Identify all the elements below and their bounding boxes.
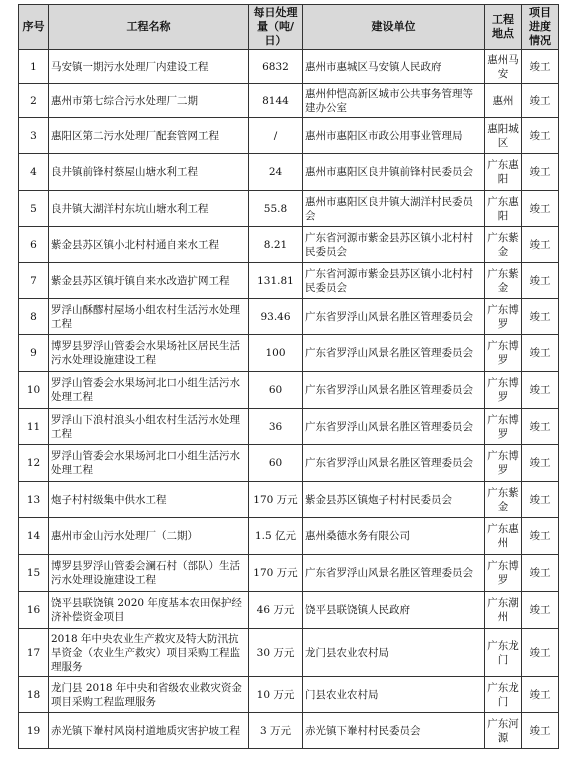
- cell-status: 竣工: [522, 713, 559, 749]
- cell-unit: 广东省罗浮山风景名胜区管理委员会: [303, 555, 485, 592]
- cell-unit: 广东省罗浮山风景名胜区管理委员会: [303, 372, 485, 409]
- cell-name: 罗浮山下浪村浪头小组农村生活污水处理工程: [49, 409, 249, 445]
- cell-volume: 60: [249, 372, 303, 409]
- cell-unit: 门县农业农村局: [303, 677, 485, 713]
- cell-name: 惠州市金山污水处理厂（二期）: [49, 518, 249, 555]
- cell-location: 广东紫金: [485, 227, 522, 263]
- cell-unit: 饶平县联饶镇人民政府: [303, 592, 485, 629]
- cell-volume: 46 万元: [249, 592, 303, 629]
- cell-unit: 惠州市惠阳区良井镇大湖洋村民委员会: [303, 191, 485, 227]
- cell-status: 竣工: [522, 555, 559, 592]
- cell-no: 17: [19, 629, 49, 677]
- cell-status: 竣工: [522, 299, 559, 335]
- cell-status: 竣工: [522, 677, 559, 713]
- table-row: [19, 50, 559, 84]
- cell-volume: 24: [249, 154, 303, 191]
- cell-name: 龙门县 2018 年中央和省级农业救灾资金项目采购工程监理服务: [49, 677, 249, 713]
- cell-status: 竣工: [522, 263, 559, 299]
- cell-location: 广东潮州: [485, 592, 522, 629]
- cell-location: 广东博罗: [485, 445, 522, 482]
- cell-unit: 龙门县农业农村局: [303, 629, 485, 677]
- cell-no: 9: [19, 335, 49, 372]
- cell-name: 马安镇一期污水处理厂内建设工程: [49, 50, 249, 84]
- cell-name: 罗浮山管委会水果场河北口小组生活污水处理工程: [49, 372, 249, 409]
- table-row: [19, 482, 559, 518]
- table-row: [19, 154, 559, 191]
- cell-name: 紫金县苏区镇小北村村通自来水工程: [49, 227, 249, 263]
- cell-unit: 惠州市惠阳区良井镇前锋村民委员会: [303, 154, 485, 191]
- cell-volume: 60: [249, 445, 303, 482]
- cell-location: 广东龙门: [485, 629, 522, 677]
- table-row: [19, 372, 559, 409]
- cell-name: 赤光镇下輋村风岗村道地质灾害护坡工程: [49, 713, 249, 749]
- cell-location: 广东惠阳: [485, 154, 522, 191]
- cell-location: 广东博罗: [485, 409, 522, 445]
- cell-location: 惠州马安: [485, 50, 522, 84]
- cell-no: 4: [19, 154, 49, 191]
- cell-volume: 10 万元: [249, 677, 303, 713]
- cell-status: 竣工: [522, 372, 559, 409]
- cell-name: 2018 年中央农业生产救灾及特大防汛抗旱资金（农业生产救灾）项目采购工程监理服务: [49, 629, 249, 677]
- cell-unit: 惠州市惠阳区市政公用事业管理局: [303, 118, 485, 154]
- table-row: [19, 335, 559, 372]
- table-row: [19, 518, 559, 555]
- header-unit: 建设单位: [303, 5, 485, 50]
- cell-status: 竣工: [522, 227, 559, 263]
- table-row: [19, 118, 559, 154]
- cell-location: 广东紫金: [485, 263, 522, 299]
- cell-no: 6: [19, 227, 49, 263]
- cell-location: 惠州: [485, 84, 522, 118]
- table-row: [19, 713, 559, 749]
- table-row: [19, 84, 559, 118]
- cell-location: 广东博罗: [485, 555, 522, 592]
- cell-name: 博罗县罗浮山管委会水果场社区居民生活污水处理设施建设工程: [49, 335, 249, 372]
- cell-location: 广东博罗: [485, 299, 522, 335]
- cell-no: 5: [19, 191, 49, 227]
- cell-name: 惠阳区第二污水处理厂配套管网工程: [49, 118, 249, 154]
- table-row: [19, 629, 559, 677]
- cell-status: 竣工: [522, 118, 559, 154]
- header-status: 项目进度情况: [522, 5, 559, 50]
- cell-no: 2: [19, 84, 49, 118]
- cell-no: 1: [19, 50, 49, 84]
- table-row: [19, 263, 559, 299]
- header-row: [19, 5, 559, 50]
- cell-location: 广东紫金: [485, 482, 522, 518]
- header-volume: 每日处理量（吨/日）: [249, 5, 303, 50]
- cell-unit: 惠州市惠城区马安镇人民政府: [303, 50, 485, 84]
- header-location: 工程地点: [485, 5, 522, 50]
- cell-unit: 惠州桑德水务有限公司: [303, 518, 485, 555]
- cell-name: 饶平县联饶镇 2020 年度基本农田保护经济补偿资金项目: [49, 592, 249, 629]
- cell-volume: 1.5 亿元: [249, 518, 303, 555]
- cell-no: 18: [19, 677, 49, 713]
- cell-name: 良井镇前锋村蔡屋山塘水利工程: [49, 154, 249, 191]
- cell-volume: 8144: [249, 84, 303, 118]
- cell-no: 14: [19, 518, 49, 555]
- cell-unit: 广东省罗浮山风景名胜区管理委员会: [303, 335, 485, 372]
- cell-unit: 惠州仲恺高新区城市公共事务管理等建办公室: [303, 84, 485, 118]
- cell-volume: 100: [249, 335, 303, 372]
- cell-name: 惠州市第七综合污水处理厂二期: [49, 84, 249, 118]
- cell-no: 11: [19, 409, 49, 445]
- project-table: [18, 4, 559, 749]
- cell-location: 广东博罗: [485, 335, 522, 372]
- cell-volume: 30 万元: [249, 629, 303, 677]
- cell-no: 8: [19, 299, 49, 335]
- cell-name: 罗浮山管委会水果场河北口小组生活污水处理工程: [49, 445, 249, 482]
- cell-unit: 广东省河源市紫金县苏区镇小北村村民委员会: [303, 227, 485, 263]
- cell-no: 3: [19, 118, 49, 154]
- cell-name: 博罗县罗浮山管委会澜石村（部队）生活污水处理设施建设工程: [49, 555, 249, 592]
- cell-status: 竣工: [522, 482, 559, 518]
- cell-location: 广东龙门: [485, 677, 522, 713]
- table-row: [19, 227, 559, 263]
- cell-status: 竣工: [522, 445, 559, 482]
- cell-no: 12: [19, 445, 49, 482]
- table-row: [19, 299, 559, 335]
- cell-no: 10: [19, 372, 49, 409]
- cell-volume: 170 万元: [249, 555, 303, 592]
- cell-status: 竣工: [522, 191, 559, 227]
- cell-name: 良井镇大湖洋村东坑山塘水利工程: [49, 191, 249, 227]
- cell-status: 竣工: [522, 154, 559, 191]
- table-row: [19, 445, 559, 482]
- cell-volume: 8.21: [249, 227, 303, 263]
- cell-volume: 55.8: [249, 191, 303, 227]
- cell-location: 广东惠州: [485, 518, 522, 555]
- cell-volume: 6832: [249, 50, 303, 84]
- cell-volume: 3 万元: [249, 713, 303, 749]
- cell-unit: 广东省罗浮山风景名胜区管理委员会: [303, 299, 485, 335]
- cell-name: 紫金县苏区镇圩镇自来水改造扩网工程: [49, 263, 249, 299]
- cell-no: 13: [19, 482, 49, 518]
- cell-status: 竣工: [522, 84, 559, 118]
- cell-volume: 170 万元: [249, 482, 303, 518]
- cell-status: 竣工: [522, 592, 559, 629]
- cell-name: 罗浮山酥醪村屋场小组农村生活污水处理工程: [49, 299, 249, 335]
- cell-location: 广东博罗: [485, 372, 522, 409]
- cell-status: 竣工: [522, 335, 559, 372]
- cell-no: 7: [19, 263, 49, 299]
- cell-no: 16: [19, 592, 49, 629]
- cell-location: 广东惠阳: [485, 191, 522, 227]
- cell-unit: 赤光镇下輋村村民委员会: [303, 713, 485, 749]
- cell-volume: 93.46: [249, 299, 303, 335]
- cell-volume: /: [249, 118, 303, 154]
- cell-status: 竣工: [522, 629, 559, 677]
- table-row: [19, 677, 559, 713]
- cell-status: 竣工: [522, 518, 559, 555]
- table-row: [19, 592, 559, 629]
- cell-location: 惠阳城区: [485, 118, 522, 154]
- cell-status: 竣工: [522, 50, 559, 84]
- cell-volume: 131.81: [249, 263, 303, 299]
- table-row: [19, 555, 559, 592]
- cell-unit: 广东省罗浮山风景名胜区管理委员会: [303, 409, 485, 445]
- cell-name: 炮子村村级集中供水工程: [49, 482, 249, 518]
- cell-status: 竣工: [522, 409, 559, 445]
- header-no: 序号: [19, 5, 49, 50]
- cell-no: 19: [19, 713, 49, 749]
- cell-unit: 广东省河源市紫金县苏区镇小北村村民委员会: [303, 263, 485, 299]
- cell-location: 广东河源: [485, 713, 522, 749]
- header-name: 工程名称: [49, 5, 249, 50]
- table-row: [19, 191, 559, 227]
- cell-volume: 36: [249, 409, 303, 445]
- cell-no: 15: [19, 555, 49, 592]
- cell-unit: 广东省罗浮山风景名胜区管理委员会: [303, 445, 485, 482]
- cell-unit: 紫金县苏区镇炮子村村民委员会: [303, 482, 485, 518]
- table-row: [19, 409, 559, 445]
